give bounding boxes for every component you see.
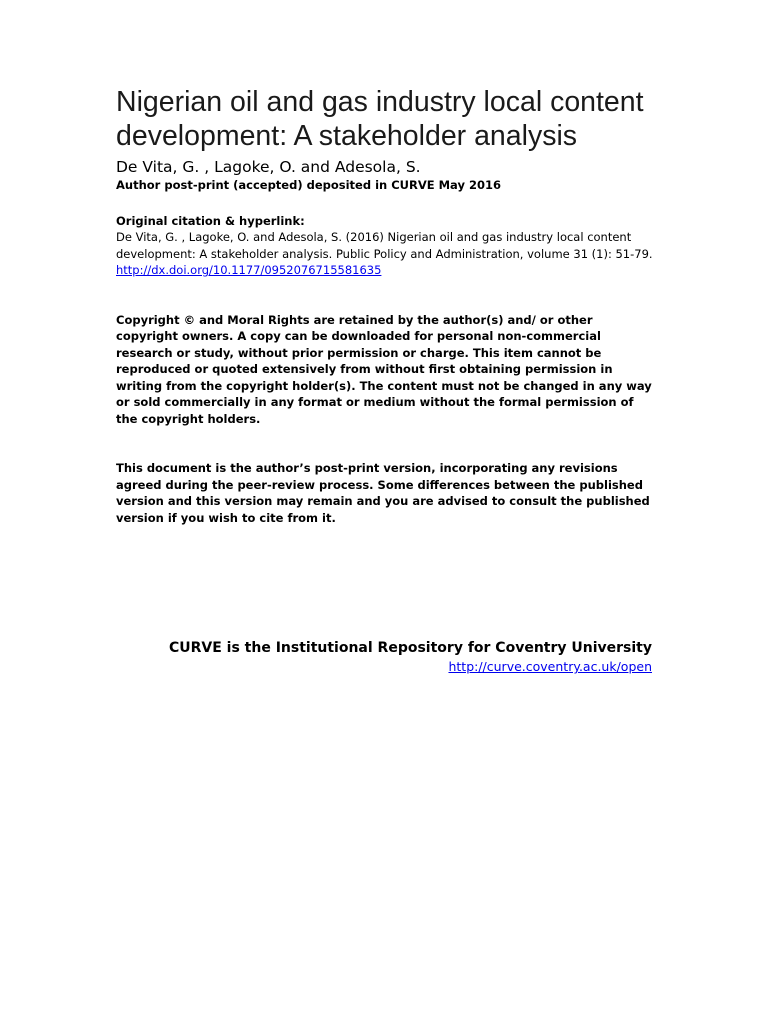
deposit-note: Author post-print (accepted) deposited in CURVE May 2016: [116, 178, 501, 192]
citation-paragraph: [116, 229, 656, 279]
document-authors: De Vita, G. , Lagoke, O. and Adesola, S.: [116, 158, 421, 176]
repository-title: CURVE is the Institutional Repository for Coventry University: [168, 640, 652, 656]
repository-footer: [116, 638, 652, 676]
postprint-notice: This document is the author’s post-print version, incorporating any revisions agreed during the peer-review process. Some differences between the published version and this version may remain and you are advised to consult the published version if you wish to cite from it.: [116, 461, 650, 525]
document-body: [116, 86, 656, 526]
citation-text: De Vita, G. , Lagoke, O. and Adesola, S. (2016) Nigerian oil and gas industry local content development: A stakeholder analysis. Public Policy and Administration, volume 31 (1): 51-79.: [116, 230, 653, 261]
copyright-notice: Copyright © and Moral Rights are retained by the author(s) and/ or other copyright owners. A copy can be downloaded for personal non-commercial research or study, without prior permission or charge. This item cannot be reproduced or quoted extensively from without first obtaining permission in writing from the copyright holder(s). The content must not be changed in any way or sold commercially in any format or medium without the formal permission of the copyright holders.: [116, 312, 652, 426]
repository-link[interactable]: http://curve.coventry.ac.uk/open: [448, 659, 652, 674]
document-title: Nigerian oil and gas industry local content development: A stakeholder analysis: [116, 86, 644, 152]
citation-doi-link[interactable]: http://dx.doi.org/10.1177/0952076715581635: [116, 263, 382, 277]
citation-heading: Original citation & hyperlink:: [116, 214, 305, 228]
